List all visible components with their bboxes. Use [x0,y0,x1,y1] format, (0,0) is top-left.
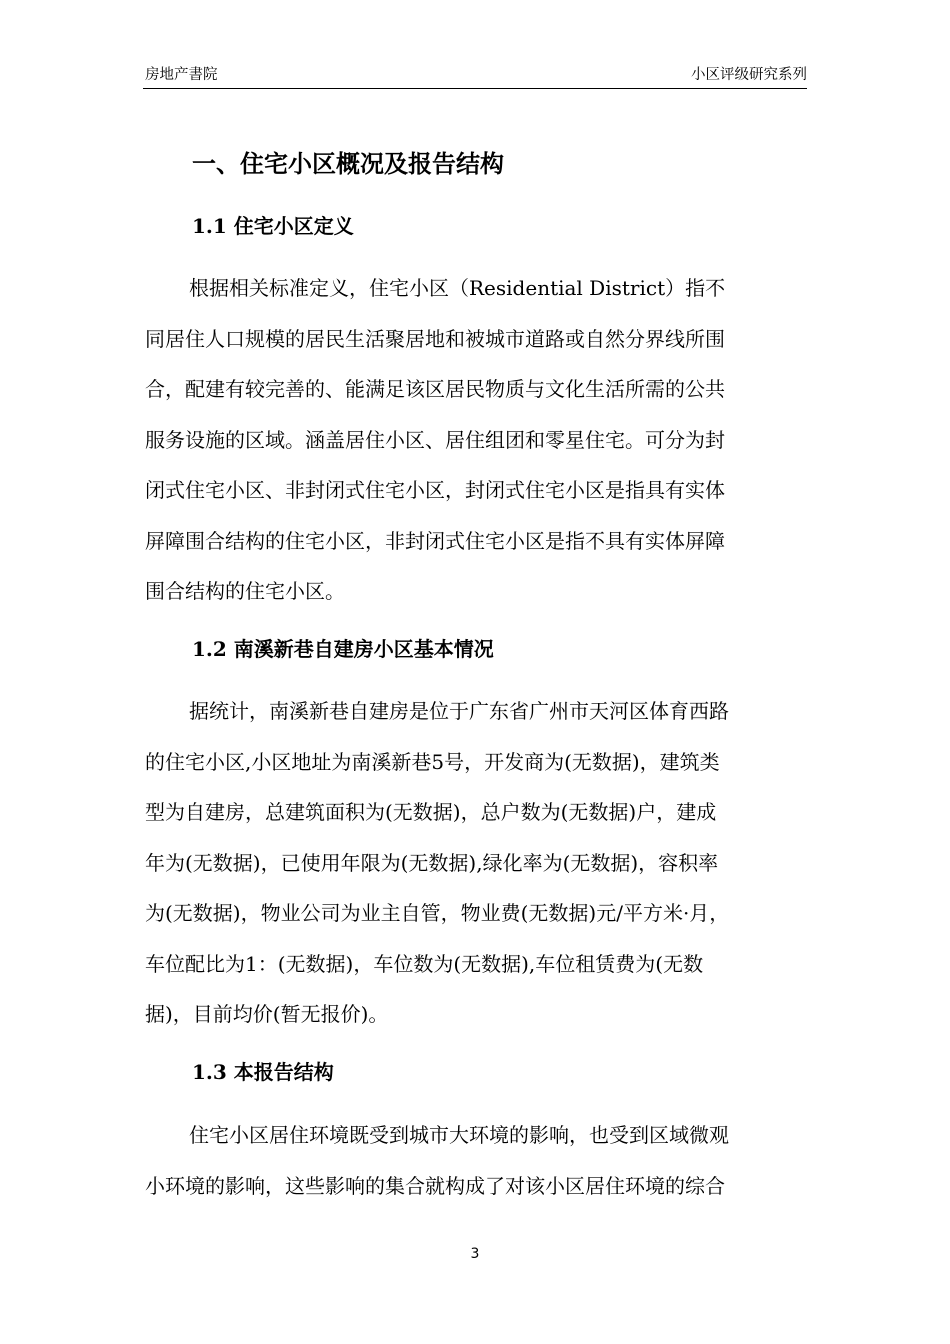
paragraph-line: 据统计，南溪新巷自建房是位于广东省广州市天河区体育西路 [189,699,729,723]
paragraph-line: 围合结构的住宅小区。 [145,579,345,603]
heading-1-2: 1.2 南溪新巷自建房小区基本情况 [192,637,494,661]
paragraph-line: 的住宅小区,小区地址为南溪新巷5号，开发商为(无数据)，建筑类 [145,749,720,774]
paragraph-line: 同居住人口规模的居民生活聚居地和被城市道路或自然分界线所围 [145,326,725,351]
paragraph-line: 型为自建房，总建筑面积为(无数据)，总户数为(无数据)户，建成 [145,800,717,824]
page-number: 3 [470,1246,480,1262]
paragraph-line: 小环境的影响，这些影响的集合就构成了对该小区居住环境的综合 [145,1173,725,1198]
paragraph-line: 屏障围合结构的住宅小区，非封闭式住宅小区是指不具有实体屏障 [145,528,725,553]
paragraph-1-2 [145,686,809,1040]
paragraph-line: 年为(无数据)，已使用年限为(无数据),绿化率为(无数据)，容积率 [145,850,719,875]
header-divider [143,88,807,89]
paragraph-line: 据)，目前均价(暂无报价)。 [145,1002,389,1026]
paragraph-1-3 [145,1110,809,1211]
header-series-title: 小区评级研究系列 [691,67,807,83]
header-publisher: 房地产書院 [145,67,218,83]
paragraph-line: 合，配建有较完善的、能满足该区居民物质与文化生活所需的公共 [145,377,725,401]
section-title: 一、住宅小区概况及报告结构 [192,149,504,178]
paragraph-line: 根据相关标准定义，住宅小区（Residential District）指不 [189,276,726,300]
paragraph-line: 为(无数据)，物业公司为业主自管，物业费(无数据)元/平方米·月， [145,901,730,925]
paragraph-line: 住宅小区居住环境既受到城市大环境的影响，也受到区域微观 [189,1123,729,1147]
paragraph-line: 服务设施的区域。涵盖居住小区、居住组团和零星住宅。可分为封 [145,427,725,452]
heading-1-1: 1.1 住宅小区定义 [192,214,354,238]
paragraph-line: 车位配比为1：(无数据)，车位数为(无数据),车位租赁费为(无数 [145,951,704,976]
paragraph-line: 闭式住宅小区、非封闭式住宅小区，封闭式住宅小区是指具有实体 [145,478,725,502]
paragraph-1-1 [145,263,809,617]
heading-1-3: 1.3 本报告结构 [192,1060,334,1084]
